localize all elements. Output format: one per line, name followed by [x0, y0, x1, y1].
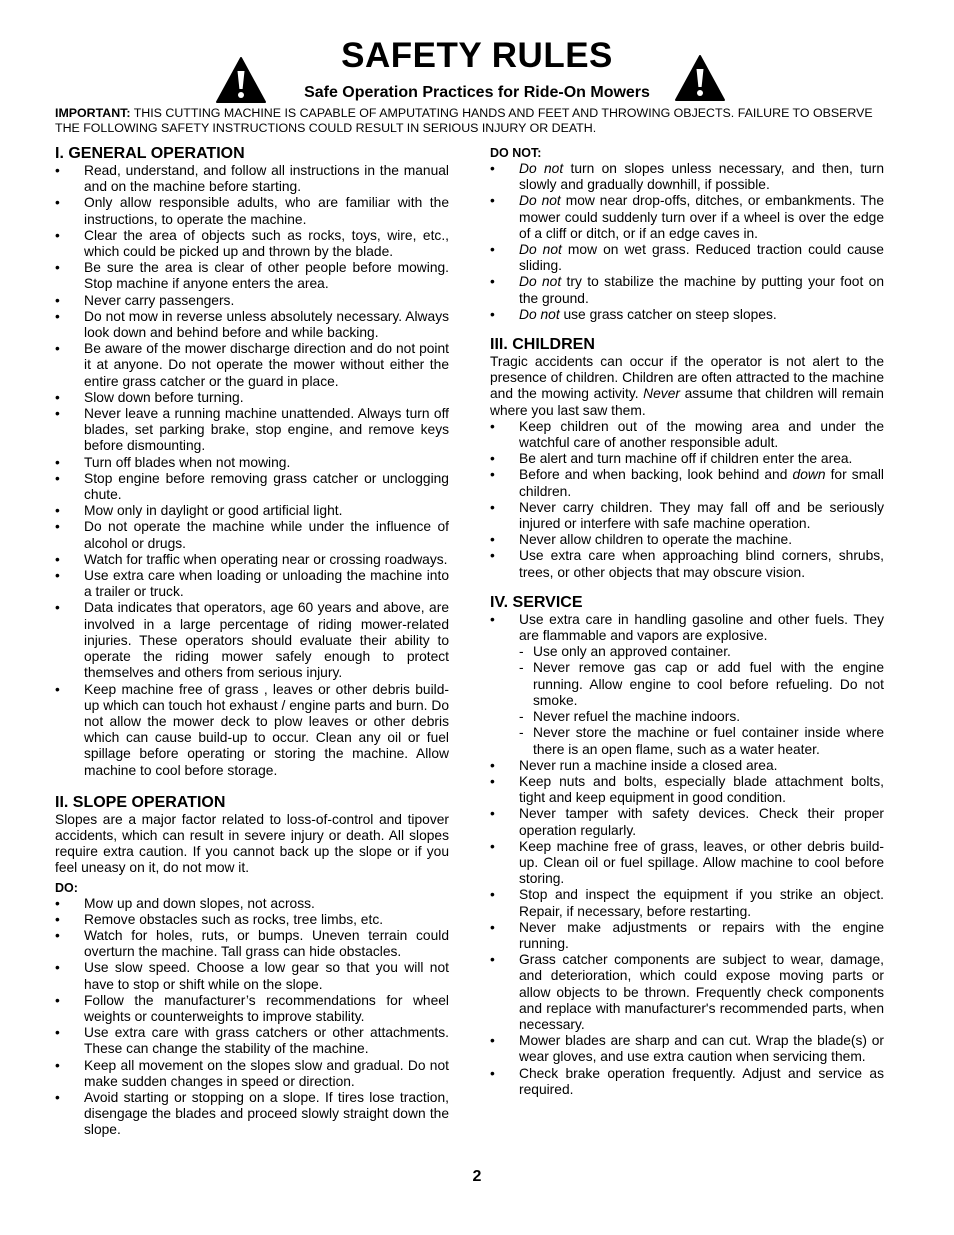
- sub-list-item: - Never refuel the machine indoors.: [490, 709, 884, 725]
- do-not-label: DO NOT:: [490, 146, 542, 160]
- list-item: • Mow up and down slopes, not across.: [55, 896, 449, 912]
- important-label: IMPORTANT:: [55, 106, 131, 120]
- general-operation-list: [55, 163, 449, 779]
- list-item: • Use extra care when loading or unloading the machine into a trailer or truck.: [55, 568, 449, 600]
- section-heading-general-operation: I. GENERAL OPERATION: [55, 145, 245, 162]
- list-item: • Keep nuts and bolts, especially blade attachment bolts, tight and keep equipment in good condition.: [490, 774, 884, 806]
- important-text: THIS CUTTING MACHINE IS CAPABLE OF AMPUTATING HANDS AND FEET AND THROWING OBJECTS. FAILURE TO OBSERVE THE FOLLOWING SAFETY INSTRUCTIONS COULD RESULT IN SERIOUS INJURY OR DEATH.: [55, 106, 873, 135]
- do-not-emphasis: Do not: [519, 274, 562, 290]
- subtitle-row: [0, 78, 954, 108]
- left-column: [55, 144, 449, 1139]
- list-item: • Do not mow near drop-offs, ditches, or embankments. The mower could suddenly turn over if a wheel is over the edge of a cliff or ditch, or if an edge caves in.: [490, 193, 884, 242]
- list-item: • Do not try to stabilize the machine by putting your foot on the ground.: [490, 274, 884, 306]
- do-not-emphasis: Do not: [519, 242, 562, 258]
- list-item: • Do not mow in reverse unless absolutely necessary. Always look down and behind before and while backing.: [55, 309, 449, 341]
- list-item: • Keep children out of the mowing area and under the watchful care of another responsible adult.: [490, 419, 884, 451]
- list-item: • Stop and inspect the equipment if you strike an object. Repair, if necessary, before restarting.: [490, 887, 884, 919]
- list-item: • Be alert and turn machine off if children enter the area.: [490, 451, 884, 467]
- sub-list-item: - Never store the machine or fuel container inside where there is an open flame, such as a water heater.: [490, 725, 884, 757]
- list-item: • Clear the area of objects such as rocks, toys, wire, etc., which could be picked up and thrown by the blade.: [55, 228, 449, 260]
- important-notice: [55, 106, 885, 135]
- list-item: • Be aware of the mower discharge direction and do not point it at anyone. Do not operate the mower without either the entire grass catcher or the guard in place.: [55, 341, 449, 390]
- warning-triangle-icon: [674, 54, 726, 102]
- list-item: • Stop engine before removing grass catcher or unclogging chute.: [55, 471, 449, 503]
- list-item: • Watch for traffic when operating near or crossing roadways.: [55, 552, 449, 568]
- page-title: SAFETY RULES: [341, 36, 613, 75]
- list-item: • Do not turn on slopes unless necessary, and then, turn slowly and gradually downhill, if possible.: [490, 161, 884, 193]
- list-item: • Never carry children. They may fall off and be seriously injured or interfere with safe machine operation.: [490, 500, 884, 532]
- list-item: • Avoid starting or stopping on a slope. If tires lose traction, disengage the blades and proceed slowly straight down the slope.: [55, 1090, 449, 1139]
- list-item: • Use extra care with grass catchers or other attachments. These can change the stability of the machine.: [55, 1025, 449, 1057]
- list-item: • Keep machine free of grass, leaves, or other debris build-up. Clean oil or fuel spillage. Allow machine to cool before storing.: [490, 839, 884, 888]
- list-item: • Keep all movement on the slopes slow and gradual. Do not make sudden changes in speed or direction.: [55, 1058, 449, 1090]
- list-item: • Before and when backing, look behind and down for small children.: [490, 467, 884, 499]
- list-item: • Remove obstacles such as rocks, tree limbs, etc.: [55, 912, 449, 928]
- list-item: • Only allow responsible adults, who are familiar with the instructions, to operate the machine.: [55, 195, 449, 227]
- list-item: • Do not use grass catcher on steep slopes.: [490, 307, 884, 323]
- do-not-emphasis: Do not: [519, 306, 560, 322]
- list-item: • Use extra care when approaching blind corners, shrubs, trees, or other objects that may obscure vision.: [490, 548, 884, 580]
- list-item: • Use extra care in handling gasoline and other fuels. They are flammable and vapors are explosive.: [490, 612, 884, 644]
- list-item: • Grass catcher components are subject to wear, damage, and deterioration, which could expose moving parts or allow objects to be thrown. Frequently check components and replace with manufacturer's recommended parts, when necessary.: [490, 952, 884, 1033]
- children-list: [490, 419, 884, 581]
- list-item: • Keep machine free of grass , leaves or other debris build-up which can touch hot exhaust / engine parts and burn. Do not allow the mower deck to plow leaves or other debris which can cause build-up to occur. Clean any oil or fuel spillage before operating or storing the machine. Allow machine to cool before storage.: [55, 682, 449, 779]
- list-item: • Be sure the area is clear of other people before mowing. Stop machine if anyone enters the area.: [55, 260, 449, 292]
- list-item: • Do not mow on wet grass. Reduced traction could cause sliding.: [490, 242, 884, 274]
- list-item: • Never make adjustments or repairs with the engine running.: [490, 920, 884, 952]
- list-item: • Mower blades are sharp and can cut. Wrap the blade(s) or wear gloves, and use extra caution when servicing them.: [490, 1033, 884, 1065]
- list-item: • Do not operate the machine while under the influence of alcohol or drugs.: [55, 519, 449, 551]
- section-heading-slope-operation: II. SLOPE OPERATION: [55, 793, 226, 811]
- slope-do-not-list: [490, 161, 884, 323]
- list-item: • Follow the manufacturer’s recommendations for wheel weights or counterweights to improve stability.: [55, 993, 449, 1025]
- sub-list-item: - Use only an approved container.: [490, 644, 884, 660]
- service-list: [490, 612, 884, 1098]
- section-heading-service: IV. SERVICE: [490, 593, 583, 611]
- page-subtitle: Safe Operation Practices for Ride-On Mowers: [304, 84, 650, 101]
- list-item: • Never run a machine inside a closed area.: [490, 758, 884, 774]
- list-item: • Watch for holes, ruts, or bumps. Uneven terrain could overturn the machine. Tall grass can hide obstacles.: [55, 928, 449, 960]
- do-not-emphasis: Do not: [519, 193, 561, 209]
- page-number: 2: [472, 1168, 482, 1185]
- do-not-emphasis: Do not: [519, 161, 564, 176]
- list-item: • Never allow children to operate the machine.: [490, 532, 884, 548]
- slope-do-list: [55, 896, 449, 1139]
- list-item: • Turn off blades when not mowing.: [55, 455, 449, 471]
- list-item: • Never leave a running machine unattended. Always turn off blades, set parking brake, stop engine, and remove keys before dismounting.: [55, 406, 449, 455]
- sub-list-item: - Never remove gas cap or add fuel with the engine running. Allow engine to cool before refueling. Do not smoke.: [490, 660, 884, 709]
- section-heading-children: III. CHILDREN: [490, 336, 595, 354]
- list-item: • Never carry passengers.: [55, 293, 449, 309]
- do-label: DO:: [55, 880, 78, 895]
- list-item: • Slow down before turning.: [55, 390, 449, 406]
- right-column: [490, 146, 884, 1098]
- list-item: • Mow only in daylight or good artificial light.: [55, 503, 449, 519]
- list-item: • Use slow speed. Choose a low gear so that you will not have to stop or shift while on the slope.: [55, 960, 449, 992]
- list-item: • Data indicates that operators, age 60 years and above, are involved in a large percentage of riding mower-related injuries. These operators should evaluate their ability to operate the riding mower safely enough to protect themselves and others from serious injury.: [55, 600, 449, 681]
- list-item: • Check brake operation frequently. Adjust and service as required.: [490, 1066, 884, 1098]
- slope-intro: Slopes are a major factor related to loss-of-control and tipover accidents, which can result in severe injury or death. All slopes require extra caution. If you cannot back up the slope or if you feel uneasy on it, do not mow it.: [55, 811, 449, 876]
- list-item: • Read, understand, and follow all instructions in the manual and on the machine before starting.: [55, 163, 449, 195]
- children-intro: Tragic accidents can occur if the operator is not alert to the presence of children. Children are often attracted to the machine and the mowing activity. Never assume that children will remain where you last saw them.: [490, 354, 884, 418]
- list-item: • Never tamper with safety devices. Check their proper operation regularly.: [490, 806, 884, 838]
